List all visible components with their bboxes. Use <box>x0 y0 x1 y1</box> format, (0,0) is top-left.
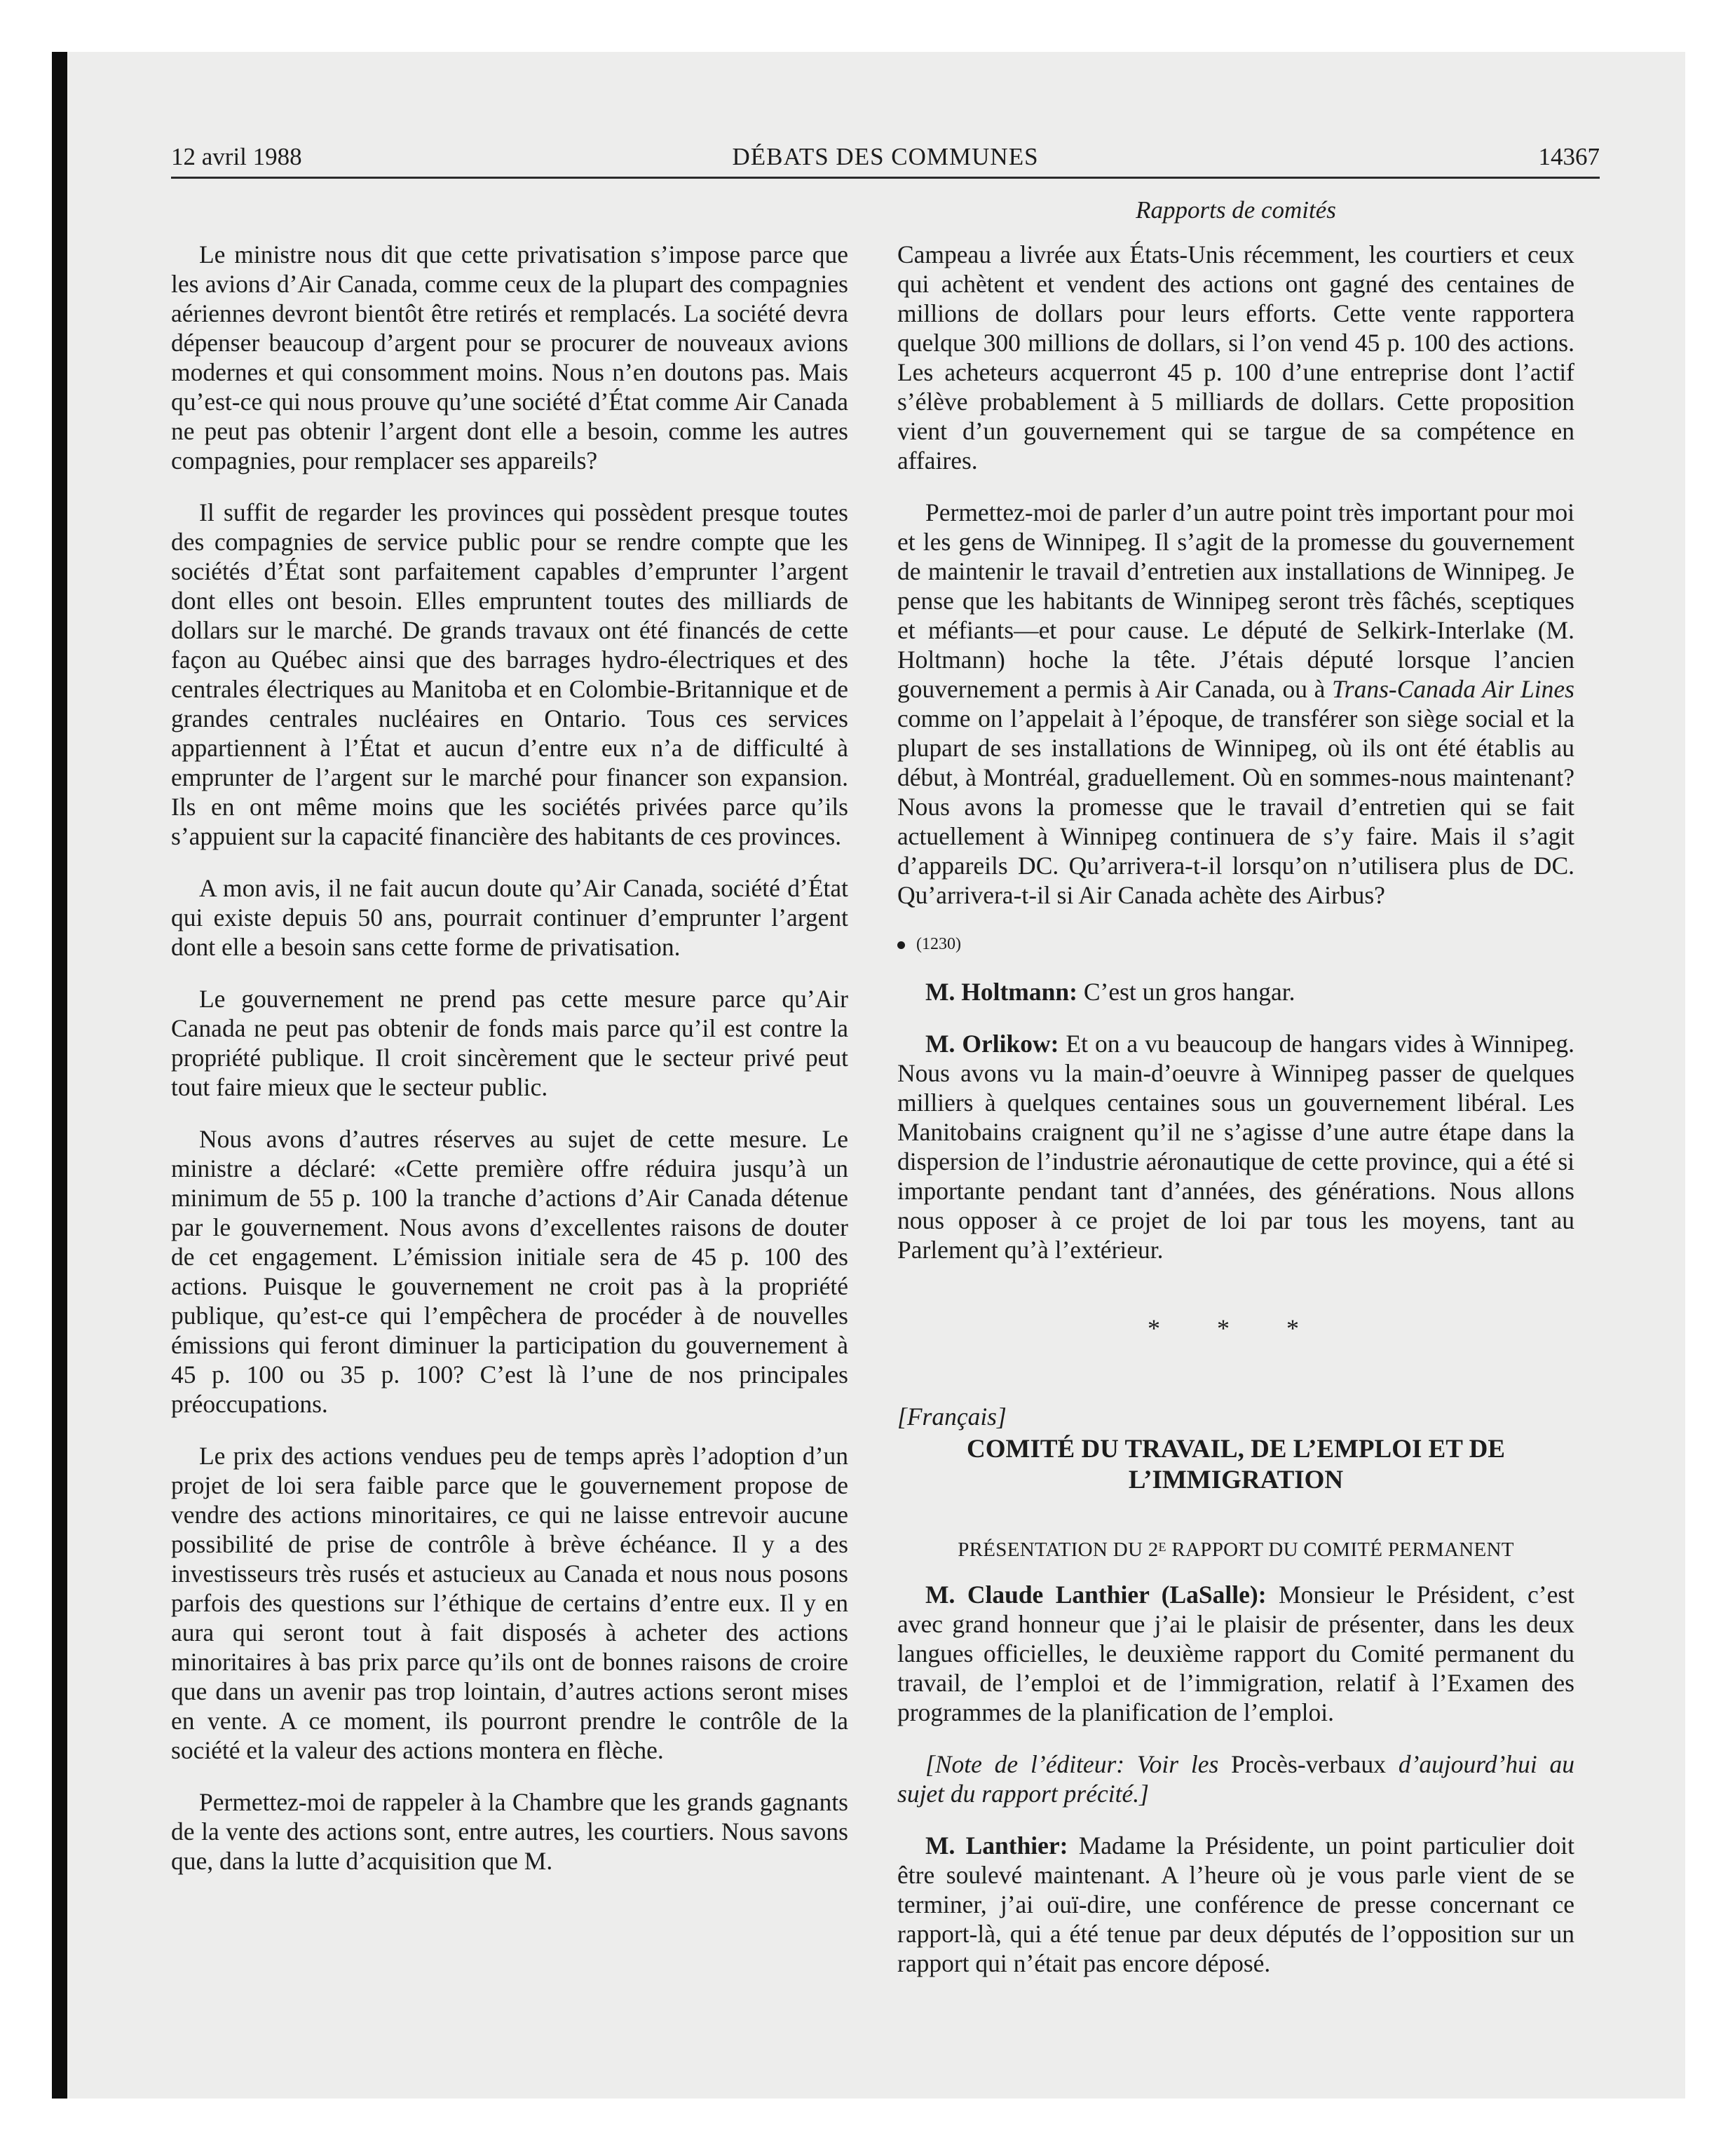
speech-text: C’est un gros hangar. <box>1083 978 1295 1006</box>
speech <box>897 1580 1574 1727</box>
speaker-name: M. Orlikow: <box>925 1030 1059 1058</box>
paragraph: Il suffit de regarder les provinces qui possèdent presque toutes des compagnies de service public pour se rendre compte que les sociétés d’État sont parfaitement capables d’emprunter l’argent dont elles ont besoin. Elles empruntent toutes des milliards de dollars sur le marché. De grands travaux ont été financés de cette façon au Québec ainsi que des barrages hydro-électriques et des centrales électriques au Manitoba et en Colombie-Britannique et de grandes centrales nucléaires en Ontario. Tous ces services appartiennent à l’État et aucun d’entre eux n’a de difficulté à emprunter de l’argent sur le marché pour financer son expansion. Ils en ont même moins que les sociétés privées parce qu’ils s’appuient sur la capacité financière des habitants de ces provinces. <box>171 498 848 850</box>
presentation-text: RAPPORT DU COMITÉ PERMANENT <box>1166 1538 1514 1561</box>
paragraph: Nous avons d’autres réserves au sujet de cette mesure. Le ministre a déclaré: «Cette première offre réduira jusqu’à un minimum de 55 p. 100 la tranche d’actions d’Air Canada détenue par le gouvernement. Nous avons d’excellentes raisons de douter de cet engagement. L’émission initiale sera de 45 p. 100 des actions. Puisque le gouvernement ne croit pas à la propriété publique, qu’est-ce qui l’empêchera de procéder à de nouvelles émissions qui feront diminuer la participation du gouvernement à 45 p. 100 ou 35 p. 100? C’est là l’une de nos principales préoccupations. <box>171 1125 848 1418</box>
page-header <box>171 140 1600 174</box>
speech <box>897 977 1574 1007</box>
speaker-name: M. Holtmann: <box>925 978 1077 1006</box>
paragraph-continuation: Campeau a livrée aux États-Unis récemment, les courtiers et ceux qui achètent et vendent des actions ont gagné des centaines de millions de dollars pour leurs efforts. Cette vente rapportera quelque 300 millions de dollars, si l’on vend 45 p. 100 des actions. Les acheteurs acquerront 45 p. 100 d’une entreprise dont l’actif s’élève probablement à 5 milliards de dollars. Cette proposition vient d’un gouvernement qui se targue de sa compétence en affaires. <box>897 240 1574 475</box>
editor-note-roman: Procès-verbaux <box>1231 1750 1386 1778</box>
editor-note-text: [Note de l’éditeur: Voir les <box>925 1750 1219 1778</box>
paragraph: Le ministre nous dit que cette privatisation s’impose parce que les avions d’Air Canada, comme ceux de la plupart des compagnies aériennes devront bientôt être retirés et remplacés. La société devra dépenser beaucoup d’argent pour se procurer de nouveaux avions modernes et qui consomment moins. Nous n’en doutons pas. Mais qu’est-ce qui nous prouve qu’une société d’État comme Air Canada ne peut pas obtenir l’argent dont elle a besoin, comme les autres compagnies, pour remplacer ses appareils? <box>171 240 848 475</box>
time-marker-text: (1230) <box>916 935 961 953</box>
hansard-page <box>171 140 1600 2075</box>
paragraph <box>897 498 1574 910</box>
header-page-number: 14367 <box>1538 143 1600 170</box>
paragraph: A mon avis, il ne fait aucun doute qu’Air Canada, société d’État qui existe depuis 50 ans, pourrait continuer d’emprunter l’argent dont elle a besoin sans cette forme de privatisation. <box>171 874 848 961</box>
presentation-superscript: E <box>1158 1540 1166 1554</box>
presentation-text: PRÉSENTATION DU 2 <box>958 1538 1159 1561</box>
bullet-icon <box>897 941 905 949</box>
paragraph-text: Permettez-moi de parler d’un autre point très important pour moi et les gens de Winnipeg. Il s’agit de la promesse du gouvernement de maintenir le travail d’entretien aux installations de Winnipeg. Je pense que les habitants de Winnipeg seront très fâchés, sceptiques et méfiants—et pour cause. Le député de Selkirk-Interlake (M. Holtmann) hoche la tête. J’étais député lorsque l’ancien gouvernement a permis à Air Canada, ou à <box>897 498 1574 703</box>
paragraph: Le gouvernement ne prend pas cette mesure parce qu’Air Canada ne peut pas obtenir de fonds mais parce qu’il est contre la propriété publique. Il croit sincèrement que le secteur privé peut tout faire mieux que le secteur public. <box>171 985 848 1101</box>
speaker-name: M. Claude Lanthier (LaSalle): <box>925 1581 1267 1609</box>
paragraph: Permettez-moi de rappeler à la Chambre que les grands gagnants de la vente des actions sont, entre autres, les courtiers. Nous savons que, dans la lutte d’acquisition que M. <box>171 1788 848 1875</box>
editor-note <box>897 1749 1574 1808</box>
left-column <box>171 240 848 1898</box>
airline-name: Trans-Canada Air Lines <box>1331 675 1574 703</box>
header-title: DÉBATS DES COMMUNES <box>732 143 1039 170</box>
scan-edge-bar <box>52 52 67 2099</box>
paragraph: Le prix des actions vendues peu de temps après l’adoption d’un projet de loi sera faible parce que le gouvernement propose de vendre des actions minoritaires, ce qui ne laisse entrevoir aucune possibilité de prise de contrôle à brève échéance. Il y a des investisseurs très rusés et astucieux au Canada et nous nous posons parfois des questions sur l’éthique de certains d’entre eux. Il y en aura qui seront tout à fait disposés à acheter des actions minoritaires à bas prix parce qu’ils ont de bonnes raisons de croire que dans un avenir pas trop lointain, d’autres actions seront mises en vente. A ce moment, ils pourront prendre le contrôle de la société et la valeur des actions montera en flèche. <box>171 1442 848 1764</box>
section-separator: * * * <box>1148 1314 1324 1342</box>
presentation-heading <box>897 1535 1574 1564</box>
right-column <box>897 240 1574 2000</box>
header-rule <box>171 177 1600 179</box>
speech <box>897 1831 1574 1978</box>
time-marker <box>897 932 1574 956</box>
paragraph-text: comme on l’appelait à l’époque, de transférer son siège social et la plupart de ses installations de Winnipeg, où ils ont été établis au début, à Montréal, graduellement. Où en sommes-nous maintenant? Nous avons la promesse que le travail d’entretien qui se fait actuellement à Winnipeg continuera de s’y faire. Mais il s’agit d’appareils DC. Qu’arrivera-t-il lorsqu’on n’utilisera plus de DC. Qu’arrivera-t-il si Air Canada achète des Airbus? <box>897 704 1574 909</box>
speech-text: Monsieur le Président, c’est avec grand honneur que j’ai le plaisir de présenter, dans les deux langues officielles, le deuxième rapport du Comité permanent du travail, de l’emploi et de l’immigration, relatif à l’Examen des programmes de la planification de l’emploi. <box>897 1581 1575 1726</box>
speech-text: Madame la Présidente, un point particulier doit être soulevé maintenant. A l’heure où je vous parle vient de se terminer, j’ai ouï-dire, une conférence de presse concernant ce rapport-là, qui a été tenue par deux députés de l’opposition sur un rapport qui n’était pas encore déposé. <box>897 1831 1575 1977</box>
editor-note-text: d’aujourd’hui au sujet du rapport précité.] <box>897 1750 1575 1808</box>
section-subhead: Rapports de comités <box>1136 196 1336 224</box>
language-tag: [Français] <box>897 1403 1007 1431</box>
header-date: 12 avril 1988 <box>171 143 302 170</box>
speech <box>897 1029 1574 1264</box>
committee-title: COMITÉ DU TRAVAIL, DE L’EMPLOI ET DE L’IMMIGRATION <box>967 1435 1505 1494</box>
speaker-name: M. Lanthier: <box>925 1831 1068 1860</box>
speech-text: Et on a vu beaucoup de hangars vides à Winnipeg. Nous avons vu la main-d’oeuvre à Winnipeg passer de quelques milliers à quelques centaines sous un gouvernement libéral. Les Manitobains craignent qu’il ne s’agisse d’une autre étape dans la dispersion de l’industrie aéronautique de cette province, qui a été si importante pendant tant d’années, des générations. Nous allons nous opposer à ce projet de loi par tous les moyens, tant au Parlement qu’à l’extérieur. <box>897 1030 1574 1264</box>
